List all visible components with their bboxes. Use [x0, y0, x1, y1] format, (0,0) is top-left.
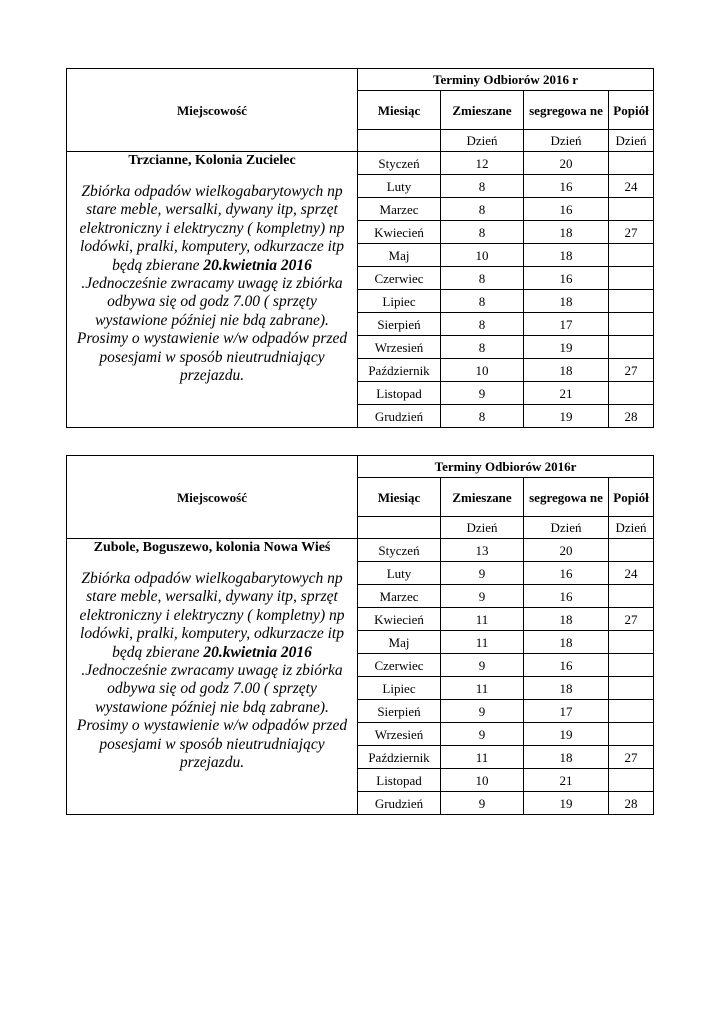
month-cell: Kwiecień	[358, 608, 441, 631]
mixed-waste-day: 8	[441, 198, 524, 221]
table-row	[67, 152, 654, 175]
segregated-waste-day: 21	[524, 382, 609, 405]
schedule-table	[66, 455, 654, 815]
segregated-waste-day: 20	[524, 539, 609, 562]
ash-day	[609, 313, 654, 336]
notice-text: Zbiórka odpadów wielkogabarytowych np stare meble, wersalki, dywany itp, sprzęt elektroniczny i elektryczny ( kompletny) np lodówki, pralki, komputery, odkurzacze itp będą zbierane	[79, 183, 345, 274]
segregated-waste-day: 19	[524, 792, 609, 815]
ash-day-label: Dzień	[609, 130, 654, 152]
mixed-waste-day: 11	[441, 746, 524, 769]
mixed-day-label: Dzień	[441, 517, 524, 539]
segregated-waste-column-header: segregowa ne	[524, 91, 609, 130]
month-cell: Luty	[358, 175, 441, 198]
ash-day	[609, 677, 654, 700]
segregated-waste-day: 18	[524, 631, 609, 654]
mixed-waste-day: 8	[441, 175, 524, 198]
segregated-waste-day: 20	[524, 152, 609, 175]
ash-day: 24	[609, 175, 654, 198]
ash-day: 27	[609, 608, 654, 631]
mixed-waste-day: 8	[441, 313, 524, 336]
segregated-waste-day: 16	[524, 267, 609, 290]
month-cell: Sierpień	[358, 700, 441, 723]
month-cell: Październik	[358, 746, 441, 769]
mixed-waste-day: 11	[441, 608, 524, 631]
ash-day: 27	[609, 221, 654, 244]
ash-column-header: Popiół	[609, 91, 654, 130]
month-cell: Maj	[358, 244, 441, 267]
segregated-waste-day: 19	[524, 723, 609, 746]
ash-day: 27	[609, 746, 654, 769]
mixed-waste-day: 9	[441, 562, 524, 585]
segregated-waste-day: 18	[524, 244, 609, 267]
month-cell: Sierpień	[358, 313, 441, 336]
month-cell: Listopad	[358, 382, 441, 405]
bulky-waste-notice	[73, 183, 351, 385]
collection-dates-header: Terminy Odbiorów 2016r	[358, 456, 654, 478]
ash-day	[609, 336, 654, 359]
segregated-waste-day: 19	[524, 405, 609, 428]
notice-text-continued: .Jednocześnie zwracamy uwagę iz zbiórka odbywa się od godz 7.00 ( sprzęty wystawione później nie bdą zabrane). Prosimy o wystawienie w/w odpadów przed posesjami w sposób nieutrudniający przejazdu.	[76, 662, 348, 772]
collection-dates-header: Terminy Odbiorów 2016 r	[358, 69, 654, 91]
mixed-waste-day: 8	[441, 290, 524, 313]
mixed-waste-day: 9	[441, 792, 524, 815]
month-cell: Grudzień	[358, 405, 441, 428]
mixed-waste-day: 10	[441, 359, 524, 382]
bulky-waste-notice	[73, 570, 351, 772]
ash-column-header: Popiół	[609, 478, 654, 517]
ash-day	[609, 631, 654, 654]
month-cell: Marzec	[358, 198, 441, 221]
month-cell: Czerwiec	[358, 654, 441, 677]
notice-date: 20.kwietnia 2016	[203, 256, 312, 274]
table-row	[67, 539, 654, 562]
mixed-waste-day: 8	[441, 336, 524, 359]
month-cell: Czerwiec	[358, 267, 441, 290]
segregated-waste-day: 19	[524, 336, 609, 359]
segregated-waste-day: 18	[524, 359, 609, 382]
mixed-waste-day: 9	[441, 585, 524, 608]
ash-day	[609, 152, 654, 175]
mixed-waste-day: 10	[441, 244, 524, 267]
ash-day: 28	[609, 405, 654, 428]
ash-day	[609, 700, 654, 723]
ash-day	[609, 198, 654, 221]
month-column-header: Miesiąc	[358, 478, 441, 517]
month-day-spacer	[358, 130, 441, 152]
month-cell: Lipiec	[358, 677, 441, 700]
ash-day: 27	[609, 359, 654, 382]
mixed-waste-day: 9	[441, 382, 524, 405]
mixed-waste-day: 8	[441, 221, 524, 244]
segregated-day-label: Dzień	[524, 517, 609, 539]
month-cell: Lipiec	[358, 290, 441, 313]
ash-day	[609, 769, 654, 792]
ash-day-label: Dzień	[609, 517, 654, 539]
month-cell: Luty	[358, 562, 441, 585]
location-name: Trzcianne, Kolonia Zucielec	[128, 153, 296, 168]
segregated-waste-day: 17	[524, 313, 609, 336]
month-cell: Styczeń	[358, 539, 441, 562]
segregated-waste-day: 18	[524, 677, 609, 700]
segregated-waste-day: 18	[524, 221, 609, 244]
mixed-waste-day: 10	[441, 769, 524, 792]
mixed-waste-day: 8	[441, 405, 524, 428]
segregated-waste-column-header: segregowa ne	[524, 478, 609, 517]
notice-text-continued: .Jednocześnie zwracamy uwagę iz zbiórka odbywa się od godz 7.00 ( sprzęty wystawione później nie bdą zabrane). Prosimy o wystawienie w/w odpadów przed posesjami w sposób nieutrudniający przejazdu.	[76, 275, 348, 385]
mixed-waste-day: 9	[441, 700, 524, 723]
mixed-day-label: Dzień	[441, 130, 524, 152]
month-cell: Listopad	[358, 769, 441, 792]
month-day-spacer	[358, 517, 441, 539]
ash-day	[609, 585, 654, 608]
schedule-table	[66, 68, 654, 428]
segregated-waste-day: 16	[524, 175, 609, 198]
location-cell	[67, 539, 358, 815]
place-column-header: Miejscowość	[67, 456, 358, 539]
place-column-header: Miejscowość	[67, 69, 358, 152]
segregated-waste-day: 16	[524, 585, 609, 608]
mixed-waste-column-header: Zmieszane	[441, 478, 524, 517]
notice-text: Zbiórka odpadów wielkogabarytowych np stare meble, wersalki, dywany itp, sprzęt elektroniczny i elektryczny ( kompletny) np lodówki, pralki, komputery, odkurzacze itp będą zbierane	[79, 570, 345, 661]
ash-day	[609, 382, 654, 405]
mixed-waste-day: 13	[441, 539, 524, 562]
month-cell: Wrzesień	[358, 336, 441, 359]
month-cell: Kwiecień	[358, 221, 441, 244]
segregated-waste-day: 16	[524, 198, 609, 221]
segregated-waste-day: 17	[524, 700, 609, 723]
month-cell: Marzec	[358, 585, 441, 608]
ash-day	[609, 723, 654, 746]
mixed-waste-day: 11	[441, 677, 524, 700]
segregated-day-label: Dzień	[524, 130, 609, 152]
location-cell	[67, 152, 358, 428]
month-cell: Wrzesień	[358, 723, 441, 746]
month-cell: Maj	[358, 631, 441, 654]
ash-day	[609, 654, 654, 677]
mixed-waste-day: 9	[441, 654, 524, 677]
ash-day	[609, 267, 654, 290]
segregated-waste-day: 16	[524, 562, 609, 585]
mixed-waste-day: 12	[441, 152, 524, 175]
month-cell: Grudzień	[358, 792, 441, 815]
mixed-waste-day: 11	[441, 631, 524, 654]
ash-day	[609, 539, 654, 562]
month-column-header: Miesiąc	[358, 91, 441, 130]
mixed-waste-column-header: Zmieszane	[441, 91, 524, 130]
location-name: Zubole, Boguszewo, kolonia Nowa Wieś	[93, 540, 331, 555]
mixed-waste-day: 8	[441, 267, 524, 290]
ash-day	[609, 244, 654, 267]
notice-date: 20.kwietnia 2016	[203, 643, 312, 661]
ash-day: 24	[609, 562, 654, 585]
month-cell: Październik	[358, 359, 441, 382]
segregated-waste-day: 16	[524, 654, 609, 677]
ash-day: 28	[609, 792, 654, 815]
mixed-waste-day: 9	[441, 723, 524, 746]
segregated-waste-day: 21	[524, 769, 609, 792]
segregated-waste-day: 18	[524, 608, 609, 631]
month-cell: Styczeń	[358, 152, 441, 175]
ash-day	[609, 290, 654, 313]
segregated-waste-day: 18	[524, 746, 609, 769]
segregated-waste-day: 18	[524, 290, 609, 313]
